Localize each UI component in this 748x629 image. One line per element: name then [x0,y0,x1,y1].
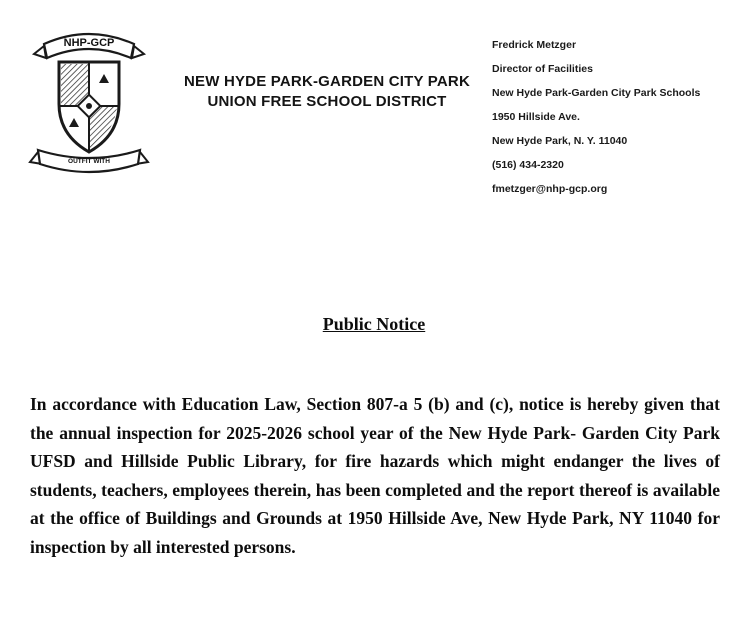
notice-heading: Public Notice [322,314,426,334]
contact-phone: (516) 434-2320 [492,159,564,171]
district-name-line2: UNION FREE SCHOOL DISTRICT [207,93,447,110]
contact-title: Director of Facilities [492,63,593,75]
contact-organization: New Hyde Park-Garden City Park Schools [492,87,701,99]
contact-name: Fredrick Metzger [492,39,577,51]
contact-email: fmetzger@nhp-gcp.org [492,183,608,195]
contact-address-line2: New Hyde Park, N. Y. 11040 [492,135,628,147]
contact-address-line1: 1950 Hillside Ave. [492,111,580,123]
district-name [152,72,502,112]
district-crest [28,22,150,180]
crest-motto-text: OUTFIT WITH [68,158,110,165]
notice-body: In accordance with Education Law, Section 807-a 5 (b) and (c), notice is hereby given that the annual inspection for 2025-2026 school year of the New Hyde Park- Garden City Park UFSD and Hillside Public Library, for fire hazards which might endanger the lives of students, teachers, employees therein, has been completed and the report thereof is available at the office of Buildings and Grounds at 1950 Hillside Ave, New Hyde Park, NY 11040 for inspection by all interested persons. [30,394,720,557]
district-name-line1: NEW HYDE PARK-GARDEN CITY PARK [183,73,470,90]
crest-title-text: NHP-GCP [63,37,115,49]
district-crest-icon [28,22,150,180]
contact-block [492,33,732,201]
